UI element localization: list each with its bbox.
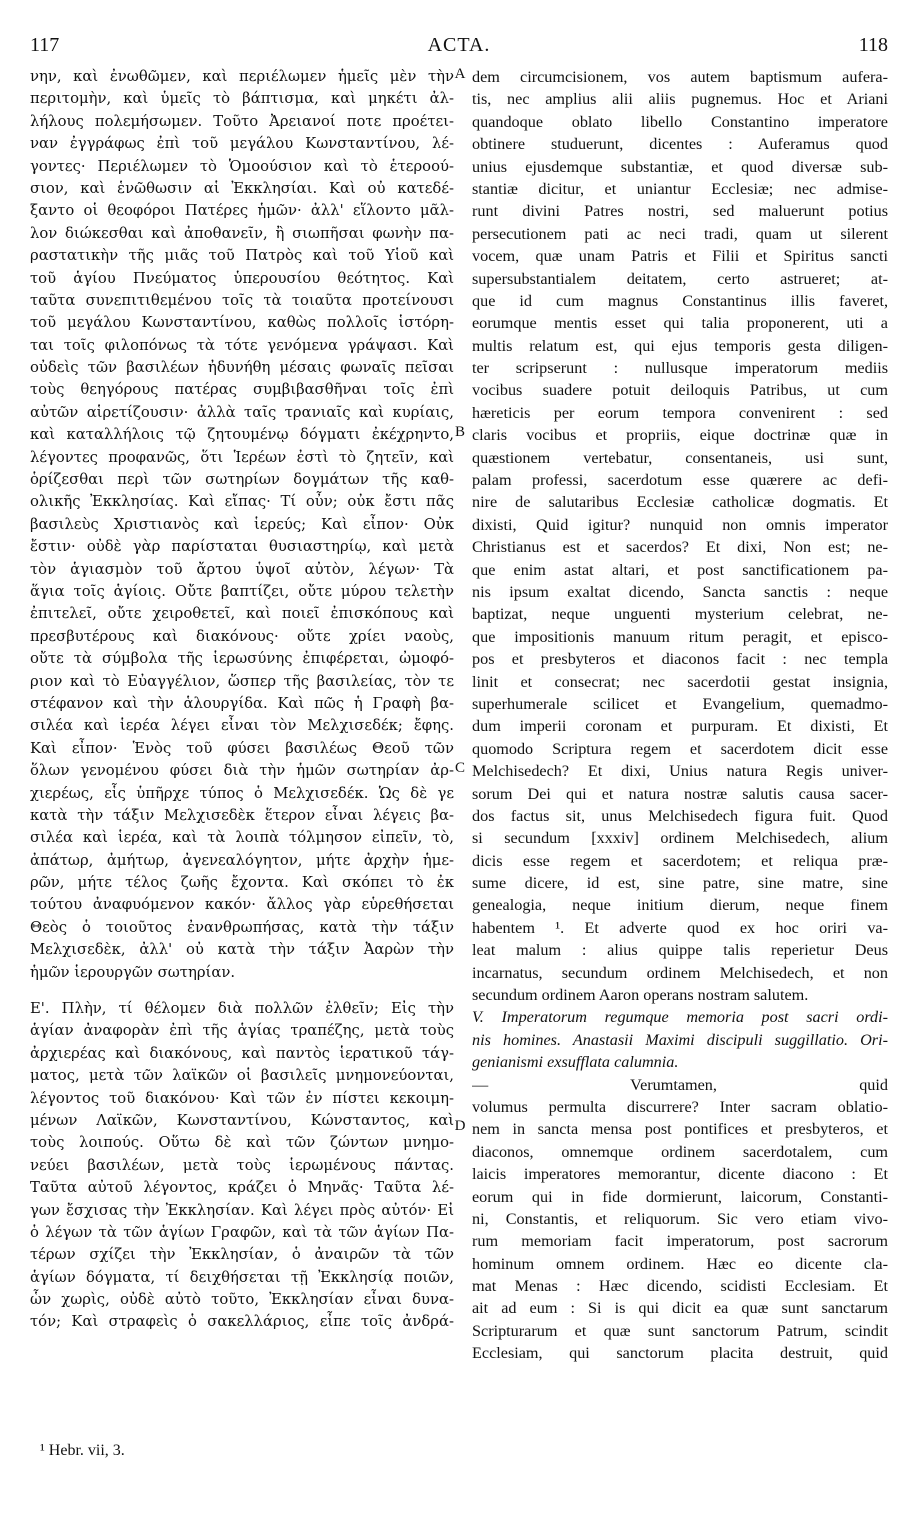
- greek-line: ρῶν, μήτε τέλος ζωῆς ἔχοντα. Καὶ σκόπει τὸ ἐκ: [30, 874, 454, 892]
- greek-line: ὁ λέγων τὰ τῶν ἁγίων Γραφῶν, καὶ τὰ τῶν ἁγίων Πα-: [30, 1223, 454, 1241]
- margin-letter-c: C: [454, 760, 465, 776]
- latin-line: que enim astat altari, et post sanctificationem pa-: [472, 560, 888, 579]
- latin-line: rum memoriam facit imperatorum, post sacrorum: [472, 1232, 888, 1251]
- greek-line: Μελχισεδὲκ, ἀλλ' οὐ κατὰ τὴν τάξιν Ἀαρὼν τὴν: [30, 941, 454, 959]
- latin-line: dem circumcisionem, vos autem baptismum aufera-: [472, 68, 888, 86]
- latin-line: Scripturarum et quæ sunt sanctorum Patrum, scindit: [472, 1321, 888, 1340]
- latin-line: supersubstantialem deitatem, certo astrueret; at-: [472, 269, 888, 288]
- page-header: [30, 30, 888, 62]
- section-heading-line: nis homines. Anastasii Maximi discipuli suggillatio. Ori-: [472, 1030, 888, 1049]
- greek-line: τόν; Καὶ στραφεὶς ὁ σακελλάριος, εἶπε τοῖς ἀνδρά-: [30, 1313, 454, 1331]
- greek-line: ἐπιτελεῖ, οὔτε χειροθετεῖ, καὶ ποιεῖ ἐπισκόπους καὶ: [30, 605, 454, 623]
- latin-line: eorumque mentis esset qui talia proponerent, uti a: [472, 314, 888, 333]
- section-heading-line: V. Imperatorum regumque memoria post sacri ordi-: [472, 1008, 888, 1027]
- section-heading-line: genianismi exsufflata calumnia.: [472, 1053, 679, 1072]
- latin-line: genealogia, neque initium dierum, neque finem: [472, 896, 888, 915]
- greek-line: ἁγίαν ἀναφορὰν ἐπὶ τῆς ἁγίας τραπέζης, μετὰ τοὺς: [30, 1022, 454, 1040]
- latin-line: Christianus est et sacerdos? Et dixi, Non est; ne-: [472, 538, 888, 557]
- latin-line: que id cum magnus Constantinus illis faveret,: [472, 291, 888, 310]
- greek-line: ταῦτα συνεπιτιθεμένου τοῖς τὰ τοιαῦτα προτείνουσι: [30, 291, 454, 309]
- latin-line: sorum Dei qui et natura nostræ salutis causa sacer-: [472, 784, 888, 803]
- latin-line: claris vocibus et propriis, eique doctrinæ quæ in: [472, 426, 888, 445]
- latin-line: baptizat, neque unguenti mysterium celebrat, ne-: [472, 605, 888, 624]
- greek-line: λέγοντες προφανῶς, ὅτι Ἱερέων ἐστὶ τὸ ζητεῖν, καὶ: [30, 448, 454, 466]
- greek-line: σιον, καὶ ἑνῶθωσιν αἱ Ἐκκλησίαι. Καὶ οὐ κατεδέ-: [30, 179, 454, 197]
- greek-line: τοὺς λοιπούς. Οὕτω δὲ καὶ τῶν ζώντων μνημο-: [30, 1134, 454, 1152]
- greek-line: Ταῦτα αὐτοῦ λέγοντος, κράζει ὁ Μηνᾶς· Ταῦτα λέ-: [30, 1179, 454, 1197]
- greek-line: ἅγια τοῖς ἁγίοις. Οὔτε βαπτίζει, οὔτε μύρου τελετὴν: [30, 582, 454, 600]
- greek-line: οὐδεὶς τῶν βασιλέων ἠδυνήθη μέσαις φωναῖς πεῖσαι: [30, 359, 454, 377]
- page-number-right: 118: [858, 34, 888, 56]
- greek-line: λον διώκεσθαι καὶ ἀποθανεῖν, ἢ σιωπῆσαι φωνὴν πα-: [30, 224, 454, 242]
- latin-line: superhumerale scilicet et Evangelium, quemadmo-: [472, 694, 888, 713]
- greek-line: ἀρχιερέας καὶ διακόνους, καὶ παντὸς ἱερατικοῦ τάγ-: [30, 1044, 454, 1062]
- greek-line: τοῦ ἁγίου Πνεύματος ὑπερουσίου θεότητος. Καὶ: [30, 269, 454, 287]
- latin-line: persecutionem pati ac neci tradi, quam ut silerent: [472, 224, 888, 243]
- greek-line: ξαντο οἱ θεοφόροι Πατέρες ἡμῶν· ἀλλ' εἵλοντο μᾶλ-: [30, 202, 454, 220]
- latin-line: runt divini Patres nostri, sed maluerunt potius: [472, 202, 888, 221]
- latin-line: Melchisedech? Et dixi, Unius natura Regis univer-: [472, 762, 888, 781]
- greek-line: ὁρίζεσθαι περὶ τῶν σωτηρίων δογμάτων τῆς καθ-: [30, 471, 454, 489]
- latin-line: quandoque oblato libello Constantino imperatore: [472, 112, 888, 131]
- greek-line: λήλους πολεμήσωμεν. Τοῦτο Ἀρειανοί ποτε προέτει-: [30, 112, 454, 130]
- latin-line: obtinere studuerunt, dicentes : Auferamus quod: [472, 135, 888, 154]
- latin-line: nem in sancta mensa post pontifices et presbyteros, et: [472, 1120, 888, 1139]
- latin-line: laicis imperatores memorantur, dicente diacono : Et: [472, 1165, 888, 1184]
- latin-line: dum imperii coronam et purpuram. Et dixisti, Et: [472, 717, 888, 736]
- latin-line: nis ipsum exaltat dicendo, Sancta sanctis : neque: [472, 582, 888, 601]
- greek-line: σιλέα καὶ ἱερέα, καὶ τὰ λοιπὰ τόλμησον εἰπεῖν, τὸ,: [30, 829, 454, 847]
- latin-line: hominum omnem ordinem. Hæc eo dicente cla-: [472, 1254, 888, 1273]
- greek-line: ριον καὶ τὸ Εὐαγγέλιον, ὥσπερ τῆς βασιλείας, τὸν τε: [30, 672, 454, 690]
- page-number-left: 117: [30, 34, 60, 56]
- latin-line: eorum qui in fide dormierunt, laicorum, Constanti-: [472, 1187, 888, 1206]
- latin-line: unius ejusdemque substantiæ, et quod diversæ sub-: [472, 157, 888, 176]
- latin-line: multis relatum est, qui ejus temporis gesta diligen-: [472, 336, 888, 355]
- latin-line: Ecclesiam, qui sanctorum placita destruit, quid: [472, 1344, 888, 1363]
- latin-line: ter scripserunt : nullusque imperatorum mediis: [472, 359, 888, 378]
- greek-line: τοὺς θεηγόρους πατέρας συμβιβασθῆναι τοῖς ἐπὶ: [30, 381, 454, 399]
- footnote: ¹ Hebr. vii, 3.: [40, 1442, 125, 1459]
- latin-line: ait ad eum : Si is qui dicit ea quæ sunt sanctarum: [472, 1299, 888, 1318]
- latin-line: leat malum : alius quippe talis reperietur Deus: [472, 941, 888, 960]
- greek-line: τέρων σχίζει τὴν Ἐκκλησίαν, ὁ ἀναιρῶν τὰ τῶν: [30, 1246, 454, 1264]
- greek-line: τούτου ἀναφυόμενον κακόν· ἄλλος γὰρ εὑρεθήσεται: [30, 896, 454, 914]
- latin-column: [472, 66, 888, 1365]
- latin-line: volumus permulta discurrere? Inter sacram oblatio-: [472, 1097, 888, 1116]
- greek-line: καὶ καταλλήλοις τῷ ζητουμένῳ δόγματι ἐκέχρηντο,: [30, 426, 454, 444]
- greek-line: νην, καὶ ἐνωθῶμεν, καὶ περιέλωμεν ἡμεῖς μὲν τὴν: [30, 68, 454, 85]
- latin-line: hæreticis per eorum tempora convenirent : sed: [472, 403, 888, 422]
- greek-line: Θεὸς ὁ τοιοῦτος ἐνανθρωπήσας, κατὰ τὴν τάξιν: [30, 918, 454, 936]
- greek-line: ναν ἐγγράφως ἐπὶ τοῦ μεγάλου Κωνσταντίνου, λέ-: [30, 135, 454, 153]
- greek-line: ἡμῶν ἱερουργῶν σωτηρίαν.: [30, 963, 236, 981]
- greek-line: βασιλεὺς Χριστιανὸς καὶ ἱερεύς; Καὶ εἶπον· Οὐκ: [30, 515, 454, 533]
- greek-line: γοντες· Περιέλωμεν τὸ Ὁμοούσιον καὶ τὸ ἑτεροού-: [30, 157, 454, 175]
- greek-line: Καὶ εἶπον· Ἑνὸς τοῦ φύσει βασιλέως Θεοῦ τῶν: [30, 739, 454, 757]
- greek-line: γων ἔσχισας τὴν Ἐκκλησίαν. Καὶ λέγει πρὸς αὐτόν· Εἰ: [30, 1201, 454, 1219]
- greek-line: λέγοντος τοῦ διακόνου· Καὶ τῶν ἐν πίστει κεκοιμη-: [30, 1089, 454, 1107]
- greek-line: νεύει βασιλέων, μετὰ τοὺς ἱερωμένους πάντας.: [30, 1156, 454, 1174]
- latin-line: tis, nec amplius alii aliis pugnemus. Hoc et Ariani: [472, 90, 888, 109]
- greek-line: ολικῆς Ἐκκλησίας. Καὶ εἴπας· Τί οὖν; οὐκ ἔστι πᾶς: [30, 493, 454, 511]
- margin-letter-a: A: [454, 66, 466, 82]
- greek-line: ἔστιν· οὐδὲ γὰρ παρίσταται θυσιαστηρίῳ, καὶ μετὰ: [30, 538, 454, 556]
- latin-line: secundum ordinem Aaron operans nostram salutem.: [472, 986, 809, 1005]
- greek-line: κατὰ τὴν τάξιν Μελχισεδὲκ ἕτερον εἶναι λέγεις βα-: [30, 806, 454, 824]
- latin-line: habentem ¹. Et adverte quod ex hoc oriri va-: [472, 918, 888, 937]
- margin-letter-d: D: [454, 1118, 466, 1134]
- latin-line: palam professi, sacerdotum esse quærere ac defi-: [472, 471, 888, 490]
- latin-line: quæstionem vertebatur, consentaneis, usi sunt,: [472, 448, 888, 467]
- latin-line: nire de salutaribus Ecclesiæ catholicæ dogmatis. Et: [472, 493, 888, 512]
- latin-line: stantiæ dicitur, et uniantur Ecclesiæ; nec admise-: [472, 179, 888, 198]
- greek-line: ἁγίων δόγματα, τί δειχθήσεται τῇ Ἐκκλησίᾳ ποιῶν,: [30, 1268, 454, 1286]
- latin-line: dixisti, Quid igitur? nunquid non omnis imperator: [472, 515, 888, 534]
- greek-line: ματος, μετὰ τῶν λαϊκῶν οἱ βασιλεῖς μνημονεύονται,: [30, 1067, 454, 1085]
- greek-line: χιερέως, εἷς ὑπῆρχε τύπος ὁ Μελχισεδέκ. Ὡς δὲ γε: [30, 784, 454, 802]
- margin-letter-b: B: [454, 424, 465, 440]
- greek-line: τοῦ μεγάλου Κωνσταντίνου, καθὼς πολλοῖς ἱστόρη-: [30, 314, 454, 332]
- greek-line: πρεσβυτέρους καὶ διακόνους· οὔτε χρίει ναοὺς,: [30, 627, 454, 645]
- latin-line: vocem, quæ unam Patris et Filii et Spiritus sancti: [472, 247, 888, 266]
- latin-line: dos factus sit, unus Melchisedech figura fuit. Quod: [472, 806, 888, 825]
- latin-line: quomodo Scriptura regem et sacerdotem dicit esse: [472, 739, 888, 758]
- running-head: ACTA.: [427, 34, 491, 56]
- latin-line: que impositionis manuum ritum peragit, et episco-: [472, 627, 888, 646]
- latin-line: si secundum [xxxiv] ordinem Melchisedech, alium: [472, 829, 888, 848]
- latin-line: pos et presbyteros et diaconos facit : nec templa: [472, 650, 888, 669]
- latin-line: linit et consecrat; nec sacerdotii gestat insignia,: [472, 672, 888, 691]
- greek-line: τὸν ἁγιασμὸν τοῦ ἄρτου ὑψοῖ αὐτὸν, λέγων· Τὰ: [30, 560, 454, 578]
- greek-line: μένων Λαϊκῶν, Κωνσταντίνου, Κώνσταντος, καὶ: [30, 1111, 454, 1129]
- latin-line: vocibus suadere potuit deiloquis Patribus, ut cum: [472, 381, 888, 400]
- greek-line: οὔτε τὰ σύμβολα τῆς ἱερωσύνης ἐπιφέρεται, ὠμοφό-: [30, 650, 454, 668]
- greek-line: αὐτῶν αἱρετίζουσιν· ἀλλὰ ταῖς τρανιαῖς καὶ κυρίαις,: [30, 403, 454, 421]
- greek-line: ὅλων γενομένου φύσει διὰ τὴν ἡμῶν σωτηρίαν ἀρ-: [30, 762, 454, 780]
- greek-line: ἀπάτωρ, ἀμήτωρ, ἀγενεαλόγητον, μήτε ἀρχὴν ἡμε-: [30, 851, 454, 869]
- latin-line: incarnatus, secundum ordinem Melchisedech, et non: [472, 963, 888, 982]
- latin-line: dicis esse regem et sacerdotem; et reliqua præ-: [472, 851, 888, 870]
- latin-line: — Verumtamen, quid: [472, 1075, 888, 1094]
- latin-line: ni, Constantis, et reliquorum. Sic vero etiam vivo-: [472, 1209, 888, 1228]
- greek-line: ραστατικὴν τῆς μιᾶς τοῦ Πατρὸς καὶ τοῦ Υἱοῦ καὶ: [30, 247, 454, 265]
- latin-line: mat Menas : Hæc dicendo, scidisti Ecclesiam. Et: [472, 1277, 888, 1296]
- greek-line: στέφανον καὶ τὴν ἁλουργίδα. Καὶ πῶς ἡ Γραφὴ βα-: [30, 694, 454, 712]
- greek-line: σιλέα καὶ ἱερέα λέγει εἶναι τὸν Μελχισεδέκ; ἔφης.: [30, 717, 454, 735]
- greek-line: ὧν χωρὶς, οὐδὲ αὐτὸ τοῦτο, Ἐκκλησίαν εἶναι δυνα-: [30, 1291, 454, 1309]
- latin-line: sume dicere, id est, sine patre, sine matre, sine: [472, 874, 888, 893]
- paragraph-gap: [30, 984, 454, 998]
- greek-column: [30, 66, 454, 1334]
- greek-line: περιτομὴν, καὶ ὑμεῖς τὸ βάπτισμα, καὶ μηκέτι ἀλ-: [30, 90, 454, 108]
- latin-line: diaconos, omnemque ordinem sacerdotalem, cum: [472, 1142, 888, 1161]
- greek-line: ται τοῖς φιλοπόνως τὰ τότε γενόμενα γράψασι. Καὶ: [30, 336, 454, 354]
- greek-line: Ε'. Πλὴν, τί θέλομεν διὰ πολλῶν ἐλθεῖν; Εἰς τὴν: [30, 1000, 454, 1018]
